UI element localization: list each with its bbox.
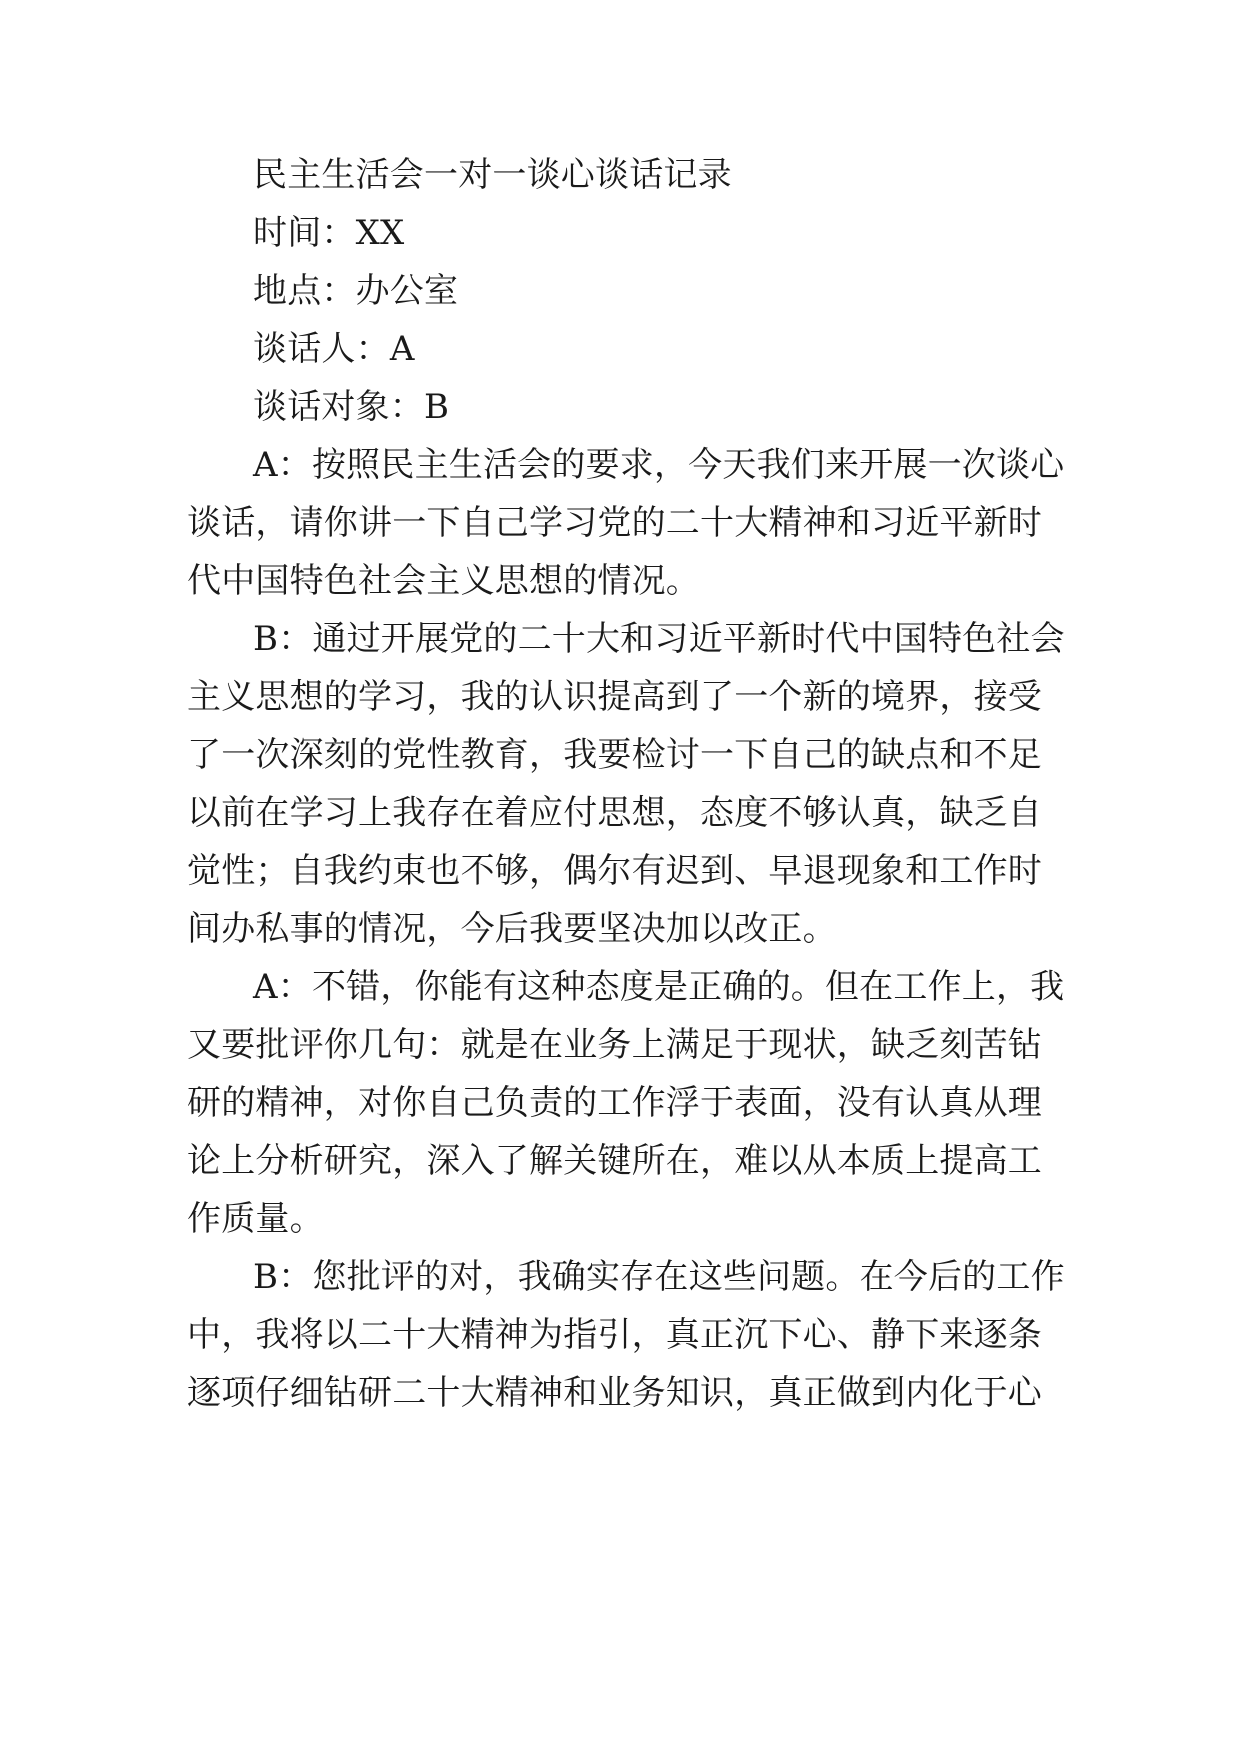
paragraph-line: 谈话，请你讲一下自己学习党的二十大精神和习近平新时 [187, 503, 1042, 543]
speaker-label: A [253, 445, 278, 485]
paragraph-line: 中，我将以二十大精神为指引，真正沉下心、静下来逐条 [187, 1315, 1042, 1355]
paragraph-line: 以前在学习上我存在着应付思想，态度不够认真，缺乏自 [187, 793, 1042, 833]
field-location: 地点：办公室 [253, 271, 459, 311]
document-title: 民主生活会一对一谈心谈话记录 [253, 155, 732, 195]
speaker-label: A [253, 967, 278, 1007]
paragraph-line: A：按照民主生活会的要求，今天我们来开展一次谈心 [253, 445, 1065, 485]
paragraph-line: B：您批评的对，我确实存在这些问题。在今后的工作 [253, 1257, 1065, 1297]
paragraph-line: 论上分析研究，深入了解关键所在，难以从本质上提高工 [187, 1141, 1042, 1181]
field-interviewee: 谈话对象：B [253, 387, 450, 427]
paragraph-line: A：不错，你能有这种态度是正确的。但在工作上，我 [253, 967, 1065, 1007]
paragraph-line: 主义思想的学习，我的认识提高到了一个新的境界，接受 [187, 677, 1042, 717]
paragraph-line: 代中国特色社会主义思想的情况。 [187, 561, 700, 601]
paragraph-line: 作质量。 [187, 1199, 324, 1239]
paragraph-line: 觉性；自我约束也不够，偶尔有迟到、早退现象和工作时 [187, 851, 1042, 891]
speaker-label: B [253, 1257, 279, 1297]
speaker-label: B [253, 619, 279, 659]
paragraph-line: 研的精神，对你自己负责的工作浮于表面，没有认真从理 [187, 1083, 1042, 1123]
paragraph-line: 逐项仔细钻研二十大精神和业务知识，真正做到内化于心 [187, 1373, 1042, 1413]
paragraph-line: 又要批评你几句：就是在业务上满足于现状，缺乏刻苦钻 [187, 1025, 1042, 1065]
field-time: 时间：XX [253, 213, 405, 253]
field-interviewer: 谈话人：A [253, 329, 415, 369]
paragraph-line: 间办私事的情况，今后我要坚决加以改正。 [187, 909, 837, 949]
paragraph-line: B：通过开展党的二十大和习近平新时代中国特色社会 [253, 619, 1065, 659]
paragraph-line: 了一次深刻的党性教育，我要检讨一下自己的缺点和不足 [187, 735, 1042, 775]
